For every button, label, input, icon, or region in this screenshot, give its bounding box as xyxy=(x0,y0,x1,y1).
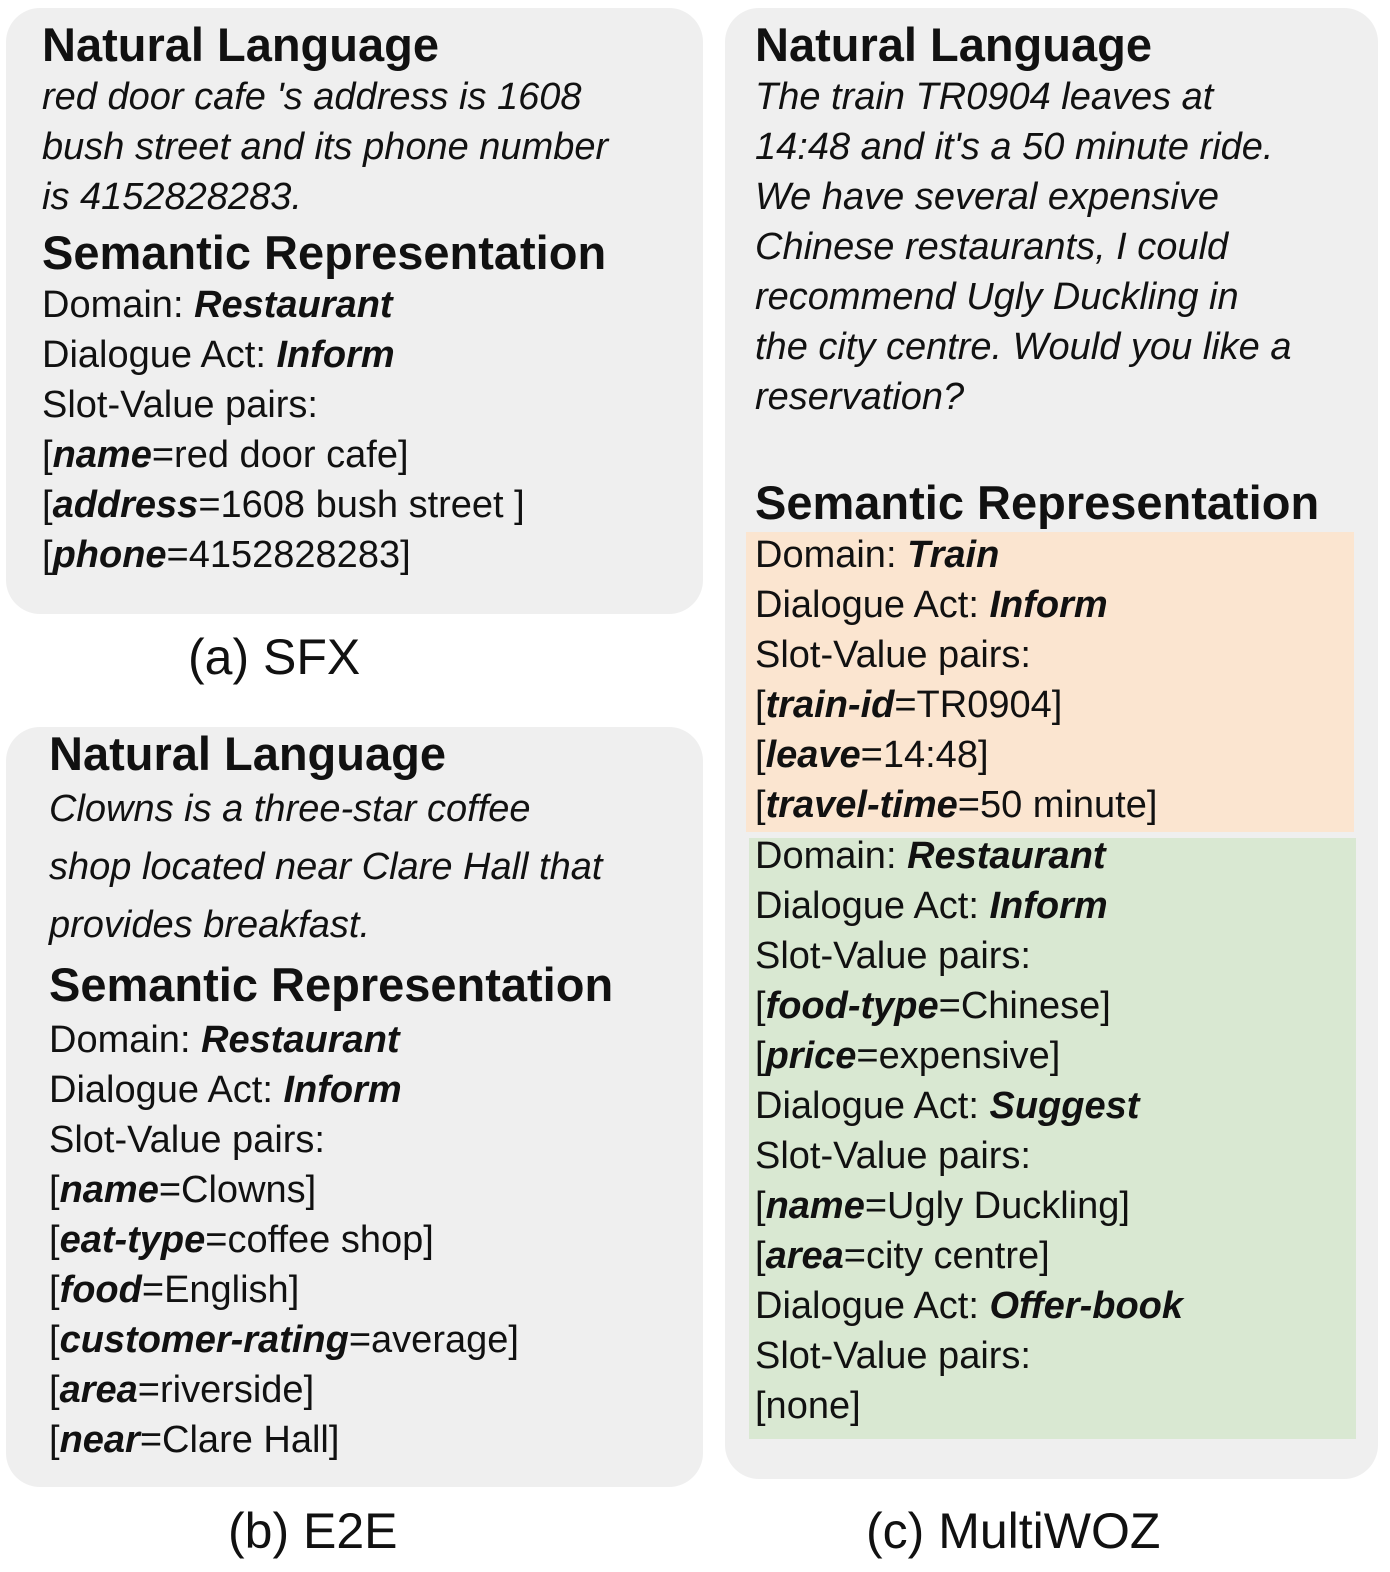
restaurant-domain: Domain: Restaurant xyxy=(755,835,1106,877)
multiwoz-nl-line: Chinese restaurants, I could xyxy=(755,226,1229,268)
e2e-nl-heading: Natural Language xyxy=(49,727,446,780)
e2e-panel xyxy=(6,727,703,1487)
train-slot: [travel-time=50 minute] xyxy=(755,784,1158,826)
sfx-slot: [name=red door cafe] xyxy=(42,434,409,476)
multiwoz-panel xyxy=(725,8,1378,1479)
restaurant-slot: [food-type=Chinese] xyxy=(755,985,1111,1027)
e2e-nl-line: provides breakfast. xyxy=(49,904,371,946)
restaurant-dialogue-act: Dialogue Act: Offer-book xyxy=(755,1285,1184,1327)
sfx-dialogue-act: Dialogue Act: Inform xyxy=(42,334,395,376)
multiwoz-nl-line: reservation? xyxy=(755,376,965,418)
e2e-slot: [food=English] xyxy=(49,1269,300,1311)
multiwoz-nl-heading: Natural Language xyxy=(755,18,1152,71)
e2e-slot: [area=riverside] xyxy=(49,1369,315,1411)
e2e-slot: [near=Clare Hall] xyxy=(49,1419,340,1461)
e2e-domain: Domain: Restaurant xyxy=(49,1019,400,1061)
sfx-slot-value-label: Slot-Value pairs: xyxy=(42,384,318,426)
train-dialogue-act: Dialogue Act: Inform xyxy=(755,584,1108,626)
e2e-slot: [customer-rating=average] xyxy=(49,1319,519,1361)
e2e-sr-heading: Semantic Representation xyxy=(49,958,614,1011)
multiwoz-caption: (c) MultiWOZ xyxy=(866,1503,1161,1559)
multiwoz-nl-line: The train TR0904 leaves at xyxy=(755,76,1214,118)
sfx-nl-line: is 4152828283. xyxy=(42,176,302,218)
e2e-slot: [name=Clowns] xyxy=(49,1169,317,1211)
sfx-domain: Domain: Restaurant xyxy=(42,284,393,326)
train-domain: Domain: Train xyxy=(755,534,1000,576)
sfx-nl-line: red door cafe 's address is 1608 xyxy=(42,76,582,118)
e2e-caption: (b) E2E xyxy=(228,1503,398,1559)
multiwoz-sr-heading: Semantic Representation xyxy=(755,476,1320,529)
e2e-nl-line: Clowns is a three-star coffee xyxy=(49,788,531,830)
e2e-dialogue-act: Dialogue Act: Inform xyxy=(49,1069,402,1111)
train-slot-value-label: Slot-Value pairs: xyxy=(755,634,1031,676)
sfx-panel xyxy=(6,8,703,614)
multiwoz-nl-line: recommend Ugly Duckling in xyxy=(755,276,1239,318)
restaurant-slot-value-label: Slot-Value pairs: xyxy=(755,1335,1031,1377)
restaurant-slot-value-label: Slot-Value pairs: xyxy=(755,1135,1031,1177)
sfx-slot: [phone=4152828283] xyxy=(42,534,411,576)
multiwoz-nl-line: the city centre. Would you like a xyxy=(755,326,1292,368)
restaurant-slot-value-label: Slot-Value pairs: xyxy=(755,935,1031,977)
sfx-slot: [address=1608 bush street ] xyxy=(42,484,525,526)
restaurant-slot: [price=expensive] xyxy=(755,1035,1061,1077)
multiwoz-nl-line: 14:48 and it's a 50 minute ride. xyxy=(755,126,1274,168)
multiwoz-nl-line: We have several expensive xyxy=(755,176,1219,218)
sfx-sr-heading: Semantic Representation xyxy=(42,226,607,279)
restaurant-slot: [area=city centre] xyxy=(755,1235,1050,1277)
restaurant-slot-none: [none] xyxy=(755,1385,861,1427)
restaurant-dialogue-act: Dialogue Act: Suggest xyxy=(755,1085,1140,1127)
sfx-nl-line: bush street and its phone number xyxy=(42,126,609,168)
sfx-caption: (a) SFX xyxy=(188,629,361,685)
train-slot: [leave=14:48] xyxy=(755,734,989,776)
sfx-nl-heading: Natural Language xyxy=(42,18,439,71)
train-slot: [train-id=TR0904] xyxy=(755,684,1063,726)
e2e-slot: [eat-type=coffee shop] xyxy=(49,1219,434,1261)
restaurant-slot: [name=Ugly Duckling] xyxy=(755,1185,1130,1227)
e2e-nl-line: shop located near Clare Hall that xyxy=(49,846,603,888)
e2e-slot-value-label: Slot-Value pairs: xyxy=(49,1119,325,1161)
restaurant-dialogue-act: Dialogue Act: Inform xyxy=(755,885,1108,927)
